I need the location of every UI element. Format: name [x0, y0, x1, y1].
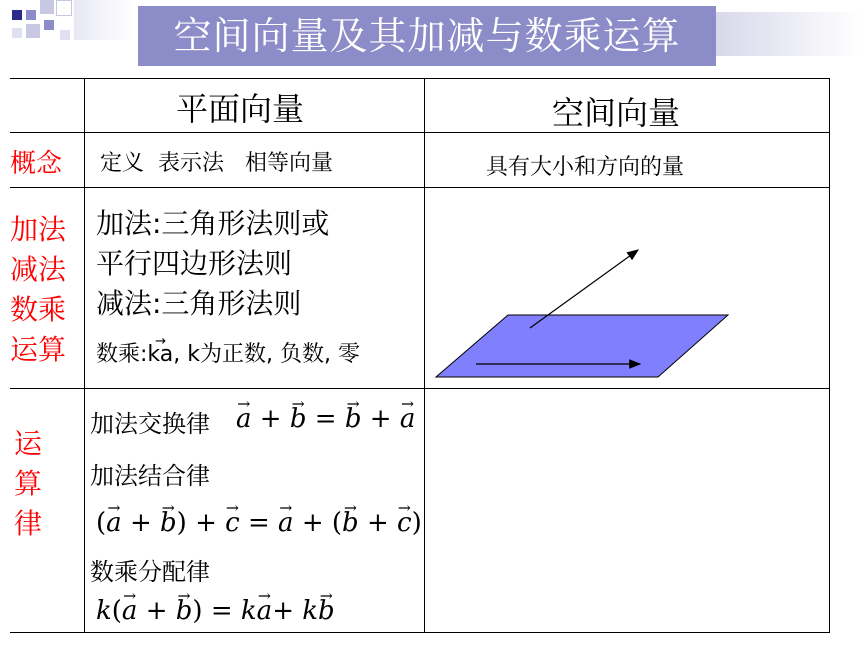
operation-line-scalar	[96, 337, 360, 368]
row-label-line: 减法	[10, 253, 67, 286]
decor-square	[60, 30, 70, 40]
row-label-line: 加法	[10, 213, 67, 246]
law-associative-label: 加法结合律	[90, 462, 210, 490]
decor-square	[26, 10, 36, 20]
title-fade-band	[716, 12, 860, 56]
row-label-char: 运	[14, 427, 43, 460]
table-row-divider	[10, 388, 830, 389]
decor-square	[26, 24, 40, 38]
row-label-concept: 概念	[10, 149, 63, 179]
row-label-char: 律	[14, 507, 43, 540]
scalar-ka-vector: → ka	[147, 342, 173, 367]
decor-square	[12, 10, 22, 20]
decor-square	[44, 20, 54, 30]
decor-square	[56, 0, 72, 16]
law-distributive-formula: k(→ a + → b) = k→ a+ k→ b	[96, 596, 335, 626]
scalar-suffix: , k为正数, 负数, 零	[173, 342, 360, 367]
table-row-divider	[10, 132, 830, 133]
plane-parallelogram	[436, 315, 728, 377]
decor-square	[74, 0, 134, 40]
scalar-prefix: 数乘:	[96, 342, 148, 367]
operation-line-parallelogram: 平行四边形法则	[96, 247, 293, 280]
row-label-line: 数乘	[10, 293, 67, 326]
slide-title: 空间向量及其加减与数乘运算	[138, 6, 716, 66]
space-vector-diagram	[430, 240, 730, 385]
law-associative-formula: (→ a + → b) + → c = → a + (→ b + → c)	[96, 508, 422, 538]
decor-square	[40, 0, 54, 14]
law-commutative-label: 加法交换律	[90, 410, 210, 438]
decor-square	[12, 28, 22, 38]
table-col-divider	[424, 78, 425, 633]
operation-line-subtraction: 减法:三角形法则	[96, 287, 302, 320]
concept-plane-text: 定义 表示法 相等向量	[100, 151, 333, 176]
row-label-line: 运算	[10, 333, 67, 366]
row-label-char: 算	[14, 467, 43, 500]
law-commutative-formula: → a + → b = → b + → a	[236, 404, 415, 434]
table-border-right	[829, 78, 830, 633]
header-plane-vector: 平面向量	[176, 90, 305, 128]
row-label-laws	[14, 424, 42, 544]
header-space-vector: 空间向量	[552, 94, 681, 132]
table-col-divider	[84, 78, 85, 633]
law-distributive-label: 数乘分配律	[90, 558, 210, 586]
operation-line-addition: 加法:三角形法则或	[96, 207, 330, 240]
concept-space-text: 具有大小和方向的量	[486, 155, 685, 180]
table-row-divider	[10, 187, 830, 188]
operations-text	[96, 204, 329, 324]
table-border-top	[10, 78, 830, 79]
table-border-bottom	[10, 632, 830, 633]
row-label-operations	[10, 210, 66, 370]
